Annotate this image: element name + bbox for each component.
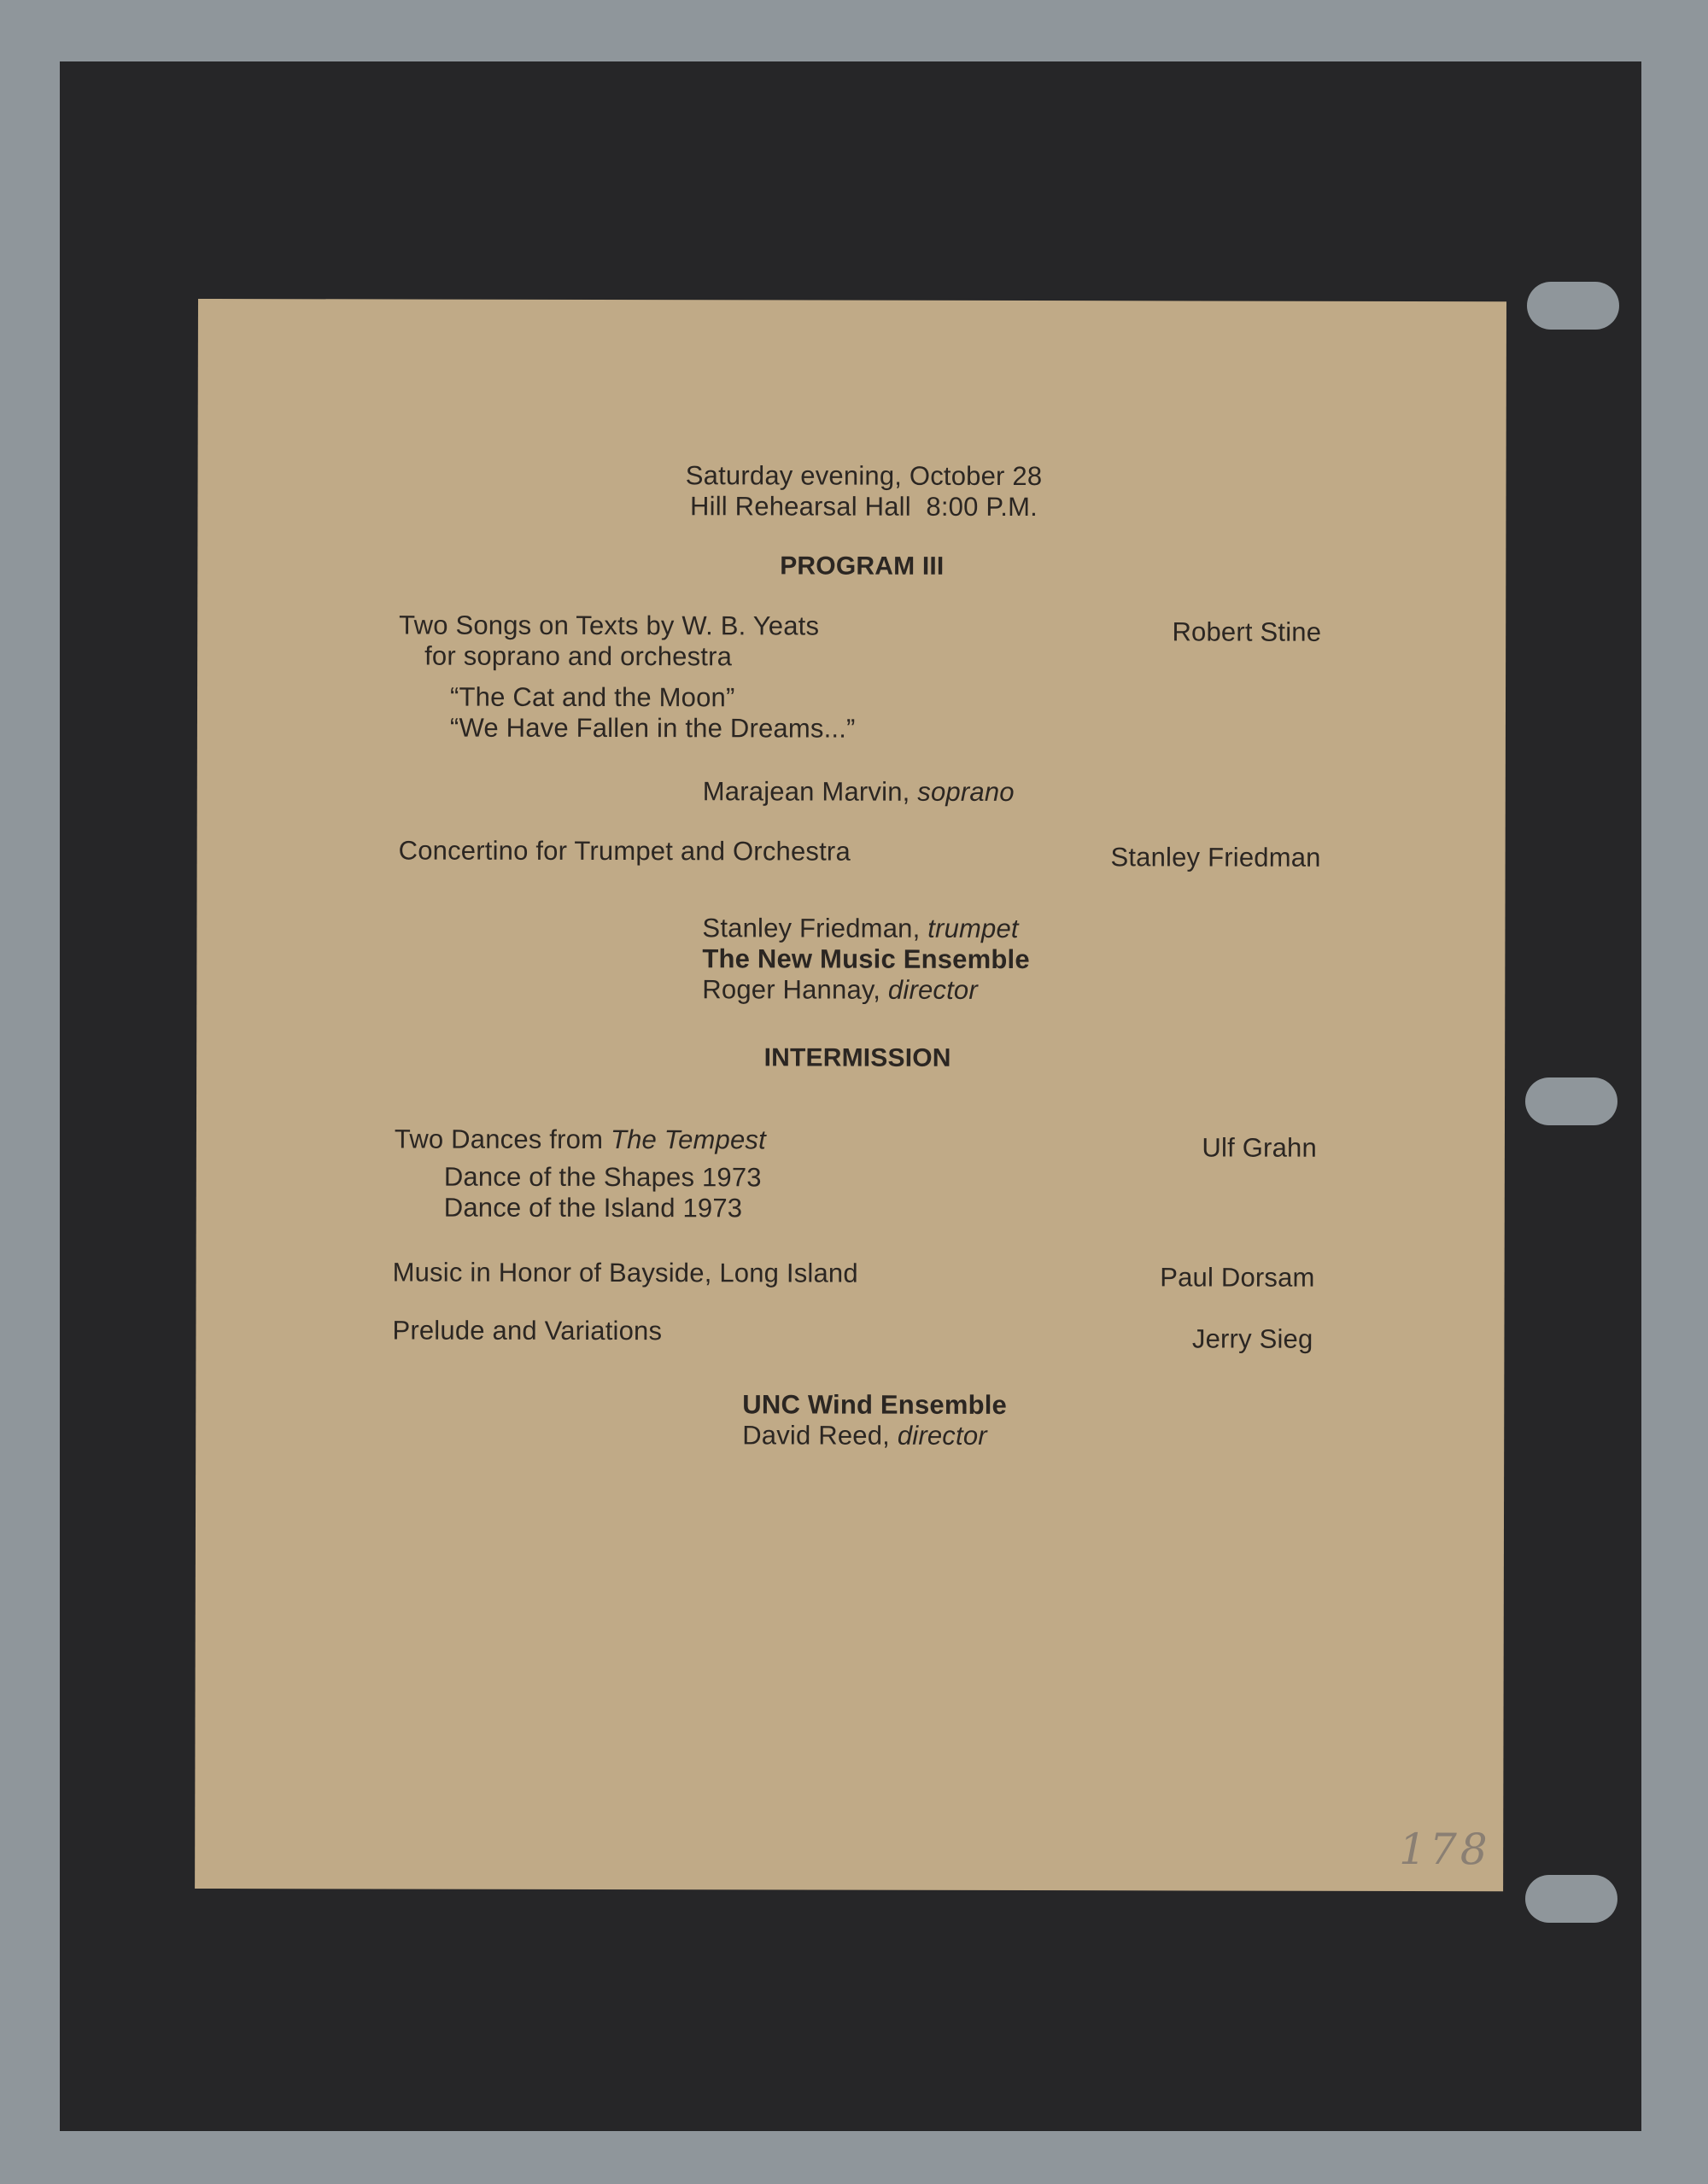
binder-hole-middle — [1525, 1077, 1617, 1125]
movement-title: “We Have Fallen in the Dreams...” — [449, 712, 856, 744]
work-title: Two Songs on Texts by W. B. Yeats — [399, 610, 820, 641]
ensemble-name: UNC Wind Ensemble — [742, 1389, 1008, 1420]
intermission-heading: INTERMISSION — [763, 1043, 951, 1072]
handwritten-page-number: 178 — [1399, 1824, 1491, 1875]
program-page — [195, 299, 1506, 1891]
work-subtitle: for soprano and orchestra — [424, 640, 733, 672]
work-title: Two Dances from The Tempest — [394, 1124, 766, 1155]
work-title: Concertino for Trumpet and Orchestra — [398, 835, 851, 867]
date-line: Saturday evening, October 28 — [685, 460, 1043, 492]
program-title: PROGRAM III — [780, 552, 945, 581]
composer-name: Paul Dorsam — [1160, 1262, 1315, 1293]
movement-title: Dance of the Island 1973 — [443, 1192, 743, 1223]
director-credit: David Reed, director — [742, 1420, 987, 1451]
venue-line: Hill Rehearsal Hall 8:00 P.M. — [690, 491, 1038, 523]
composer-name: Robert Stine — [1172, 616, 1322, 647]
composer-name: Stanley Friedman — [1110, 842, 1321, 873]
movement-title: “The Cat and the Moon” — [449, 681, 735, 713]
soloist-credit: Stanley Friedman, trumpet — [702, 913, 1019, 944]
work-title: Music in Honor of Bayside, Long Island — [392, 1257, 858, 1288]
binder-hole-bottom — [1525, 1875, 1617, 1923]
ensemble-name: The New Music Ensemble — [702, 943, 1030, 975]
work-title: Prelude and Variations — [392, 1315, 663, 1346]
composer-name: Ulf Grahn — [1202, 1132, 1317, 1163]
movement-title: Dance of the Shapes 1973 — [443, 1161, 762, 1193]
composer-name: Jerry Sieg — [1191, 1323, 1313, 1354]
binder-hole-top — [1527, 282, 1619, 330]
performer-credit: Marajean Marvin, soprano — [702, 776, 1015, 808]
director-credit: Roger Hannay, director — [702, 974, 978, 1005]
